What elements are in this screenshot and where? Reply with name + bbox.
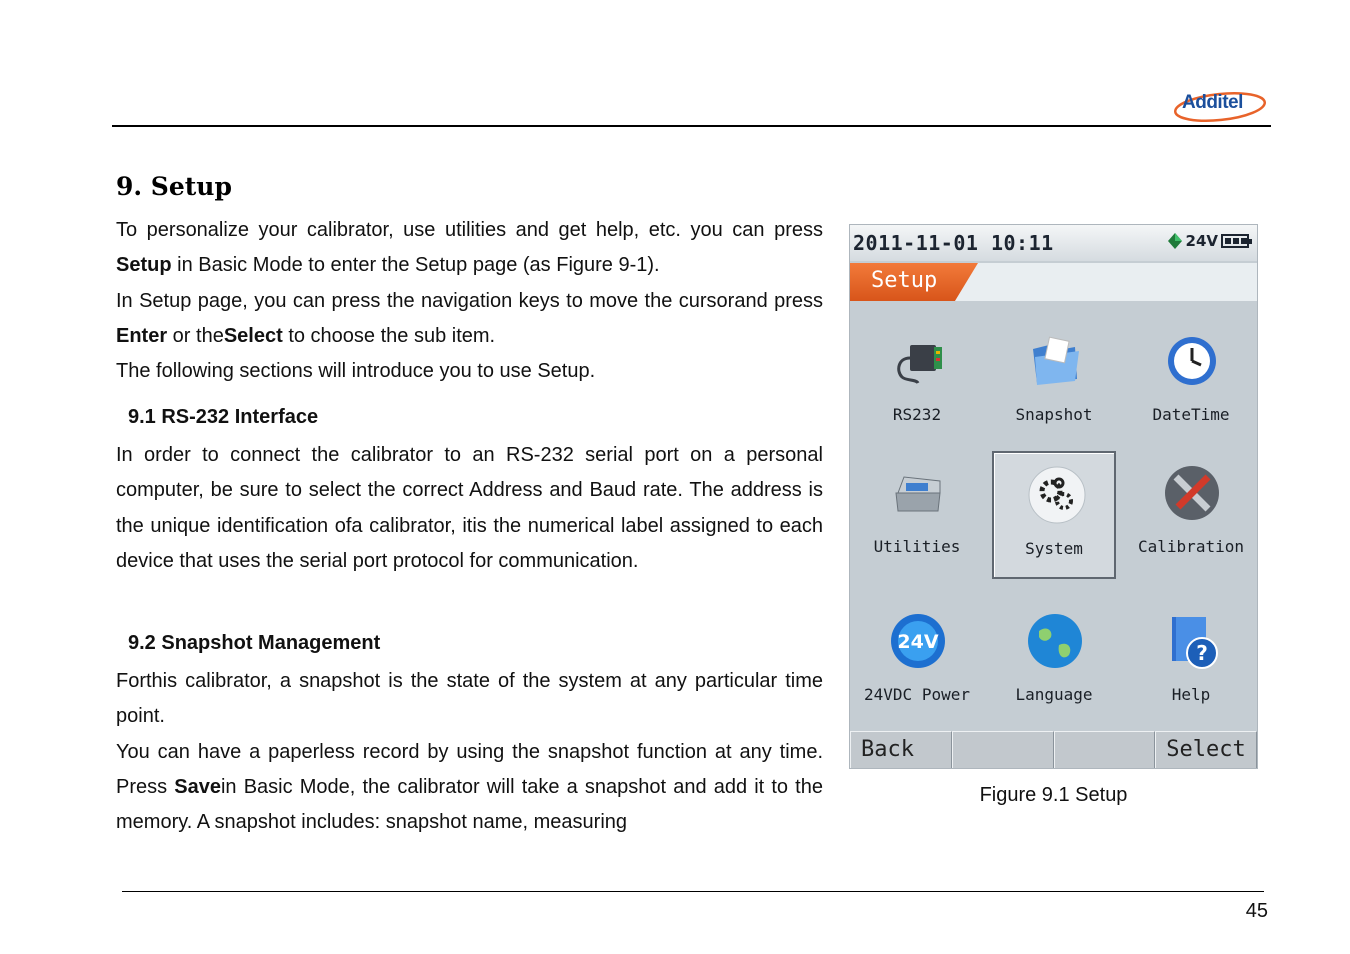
menu-item-label: Utilities: [873, 537, 961, 556]
menu-item-snapshot[interactable]: [992, 319, 1116, 447]
section-title: 9. Setup: [116, 172, 232, 201]
screen-title: Setup: [871, 268, 938, 293]
globe-icon: [1025, 611, 1085, 671]
battery-icon: [1221, 234, 1249, 248]
rs232-paragraph: In order to connect the calibrator to an RS-232 serial port on a personal computer, be sure to select the correct Address and Baud rate. The address is the unique identification ofa calibrator, itis the numerical label assigned to each device that uses the serial port protocol for communication.: [116, 444, 823, 572]
setup-screen-figure: [849, 224, 1258, 769]
menu-item-label: DateTime: [1152, 405, 1230, 424]
menu-item-rs232[interactable]: [855, 319, 979, 447]
softkey-3[interactable]: [1054, 731, 1156, 769]
menu-item-system[interactable]: [992, 451, 1116, 579]
footer-rule: [122, 891, 1264, 892]
power-status: [1167, 232, 1249, 250]
help-book-icon: [1162, 611, 1222, 671]
select-keyword: Select: [223, 324, 283, 347]
menu-item-24vdc-power[interactable]: [855, 599, 979, 727]
header-rule: [112, 125, 1271, 127]
snapshot-paragraph: Forthis calibrator, a snapshot is the state of the system at any particular time point. You can have a paperless record by using the snapshot function at any time. Press Savein Basic Mode, the calibrator will take a snapshot and add it to the memory. A snapshot includes: snapshot name, measuring: [116, 670, 823, 834]
menu-item-label: Help: [1171, 685, 1211, 704]
softkey-bar: [850, 731, 1257, 769]
power-label: 24V: [1185, 232, 1218, 250]
status-bar: [850, 225, 1257, 261]
snapshot-heading: 9.2 Snapshot Management: [128, 632, 381, 654]
softkey-2[interactable]: [952, 731, 1054, 769]
menu-item-calibration[interactable]: [1129, 451, 1253, 579]
menu-item-label: RS232: [892, 405, 942, 424]
datetime-readout: 2011-11-01 10:11: [853, 231, 1054, 255]
setup-keyword: Setup: [116, 254, 172, 277]
clock-icon: [1162, 331, 1222, 391]
menu-item-label: 24VDC Power: [864, 685, 970, 704]
figure-caption: Figure 9.1 Setup: [979, 784, 1128, 806]
menu-item-help[interactable]: [1129, 599, 1253, 727]
menu-item-label: Calibration: [1138, 537, 1244, 556]
softkey-back[interactable]: Back: [850, 731, 952, 769]
intro-paragraph: To personalize your calibrator, use utilities and get help, etc. you can press Setup in Basic Mode to enter the Setup page (as Figure 9-1). In Setup page, you can press the navigation keys to move the cursorand press Enter or theSelect to choose the sub item. The following sections will introduce you to use Setup.: [116, 219, 823, 383]
softkey-select[interactable]: Select: [1155, 731, 1257, 769]
power-24v-icon: [888, 611, 948, 671]
page-number: 45: [1245, 900, 1268, 922]
menu-item-label: System: [1025, 539, 1083, 558]
additel-logo: [1172, 88, 1268, 124]
enter-keyword: Enter: [116, 324, 168, 347]
gears-icon: [1027, 465, 1087, 525]
logo-text: Additel: [1182, 92, 1243, 113]
rs232-heading: 9.1 RS-232 Interface: [128, 406, 319, 428]
svg-text:?: ?: [1196, 641, 1208, 665]
toolbox-icon: [888, 463, 948, 523]
menu-item-utilities[interactable]: [855, 451, 979, 579]
power-diamond-icon: [1167, 232, 1183, 250]
menu-item-language[interactable]: [992, 599, 1116, 727]
tools-icon: [1162, 463, 1222, 523]
menu-item-datetime[interactable]: [1129, 319, 1253, 447]
serial-cable-icon: [888, 331, 948, 391]
screen-title-bar: [850, 263, 1257, 301]
svg-text:24V: 24V: [897, 631, 939, 653]
folder-icon: [1025, 331, 1085, 391]
menu-item-label: Snapshot: [1015, 405, 1093, 424]
menu-item-label: Language: [1015, 685, 1093, 704]
save-keyword: Save: [174, 775, 221, 798]
